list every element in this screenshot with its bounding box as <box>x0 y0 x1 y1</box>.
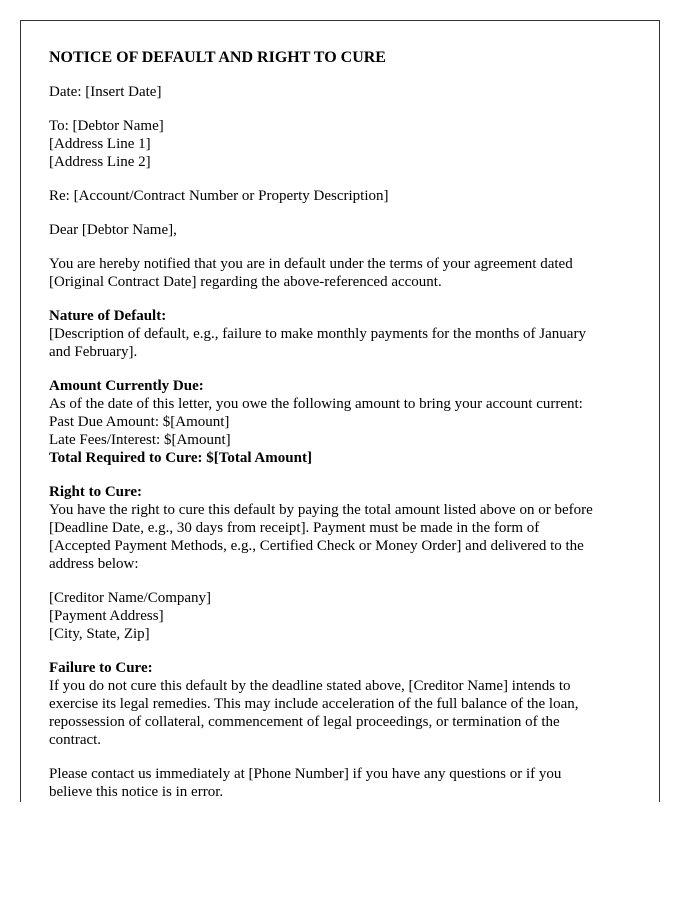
section-heading: Right to Cure: <box>49 484 143 500</box>
section-heading: Nature of Default: <box>49 308 167 324</box>
cure-section: Right to Cure: You have the right to cure this default by paying the total amount listed above on or before [Deadline Date, e.g., 30 days from receipt]. Payment must be made in the form of [Accepted Payment Methods, e.g., Certified Check or Money Order] and delivered to the address below: <box>49 483 631 573</box>
creditor-address: [Creditor Name/Company] [Payment Address] [City, State, Zip] <box>49 590 212 642</box>
recipient-address: To: [Debtor Name] [Address Line 1] [Address Line 2] <box>49 118 164 170</box>
closing-paragraph: Please contact us immediately at [Phone Number] if you have any questions or if you believe this notice is in error. <box>49 766 562 800</box>
intro-paragraph: You are hereby notified that you are in default under the terms of your agreement dated [Original Contract Date] regarding the above-referenced account. <box>49 256 573 290</box>
document-page <box>20 20 660 802</box>
document-title: NOTICE OF DEFAULT AND RIGHT TO CURE <box>49 49 386 66</box>
date-line: Date: [Insert Date] <box>49 84 162 100</box>
failure-section: Failure to Cure: If you do not cure this default by the deadline stated above, [Creditor Name] intends to exercise its legal remedies. This may include acceleration of the full balance of the loan, repossession of collateral, commencement of legal proceedings, or termination of the contract. <box>49 659 631 749</box>
amount-section: Amount Currently Due: As of the date of this letter, you owe the following amount to bring your account current: Past Due Amount: $[Amount] Late Fees/Interest: $[Amount] Total Required to Cure: $[Total Amount] <box>49 377 631 467</box>
section-heading: Failure to Cure: <box>49 660 153 676</box>
salutation: Dear [Debtor Name], <box>49 222 177 238</box>
re-line: Re: [Account/Contract Number or Property Description] <box>49 188 389 204</box>
nature-section: Nature of Default: [Description of default, e.g., failure to make monthly payments for the months of January and February]. <box>49 307 631 361</box>
total-required: Total Required to Cure: $[Total Amount] <box>49 450 312 466</box>
section-heading: Amount Currently Due: <box>49 378 204 394</box>
